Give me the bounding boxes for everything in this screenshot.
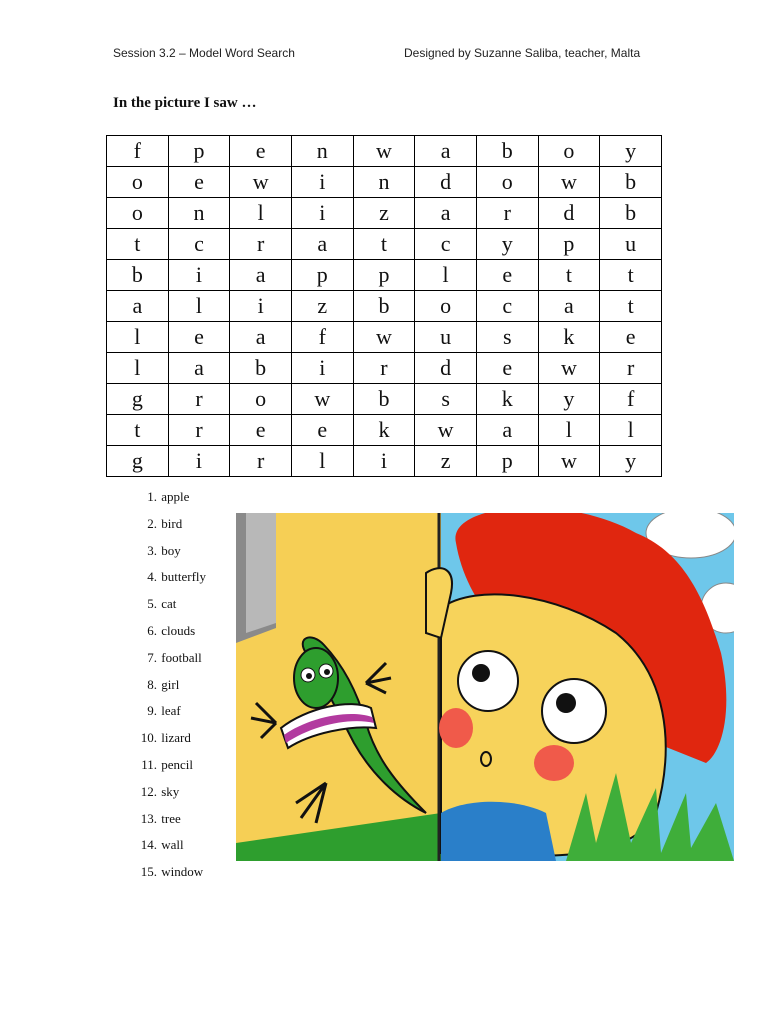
grid-cell: t	[600, 291, 662, 322]
word-list-item	[113, 755, 206, 782]
grid-cell: r	[476, 198, 538, 229]
grid-cell: g	[107, 446, 169, 477]
grid-cell: c	[168, 229, 230, 260]
word-list-item	[113, 648, 206, 675]
grid-row	[107, 198, 662, 229]
word-label: leaf	[161, 703, 181, 719]
grid-row	[107, 446, 662, 477]
grid-cell: l	[107, 322, 169, 353]
grid-cell: i	[291, 353, 353, 384]
word-list-item	[113, 594, 206, 621]
grid-cell: z	[291, 291, 353, 322]
word-label: clouds	[161, 622, 196, 638]
grid-row	[107, 415, 662, 446]
grid-cell: d	[415, 353, 477, 384]
grid-cell: r	[230, 446, 292, 477]
word-list-item	[113, 728, 206, 755]
grid-row	[107, 260, 662, 291]
girl-eye	[458, 651, 518, 711]
grid-cell: r	[353, 353, 415, 384]
grid-cell: e	[291, 415, 353, 446]
grid-cell: i	[291, 167, 353, 198]
grid-cell: r	[600, 353, 662, 384]
grid-cell: i	[168, 260, 230, 291]
grid-cell: a	[230, 260, 292, 291]
grid-cell: w	[353, 322, 415, 353]
grid-cell: o	[107, 167, 169, 198]
grid-cell: g	[107, 384, 169, 415]
word-label: cat	[161, 596, 177, 612]
grid-cell: b	[476, 136, 538, 167]
grid-cell: y	[600, 136, 662, 167]
grid-row	[107, 353, 662, 384]
grid-cell: e	[168, 322, 230, 353]
grid-cell: n	[353, 167, 415, 198]
grid-cell: o	[476, 167, 538, 198]
grid-cell: l	[168, 291, 230, 322]
word-number: 3.	[147, 542, 157, 558]
grid-cell: w	[353, 136, 415, 167]
word-label: lizard	[161, 730, 191, 746]
grid-row	[107, 384, 662, 415]
grid-cell: b	[600, 167, 662, 198]
grid-cell: i	[353, 446, 415, 477]
grid-cell: y	[600, 446, 662, 477]
word-label: sky	[161, 783, 180, 799]
grid-cell: l	[291, 446, 353, 477]
grid-cell: e	[230, 415, 292, 446]
grid-cell: w	[538, 167, 600, 198]
grid-cell: w	[538, 353, 600, 384]
grid-cell: l	[230, 198, 292, 229]
word-number: 7.	[147, 649, 157, 665]
word-list-item	[113, 487, 206, 514]
grid-cell: s	[415, 384, 477, 415]
grid-cell: z	[415, 446, 477, 477]
grid-cell: l	[107, 353, 169, 384]
grid-cell: a	[230, 322, 292, 353]
grid-cell: c	[415, 229, 477, 260]
grid-cell: n	[291, 136, 353, 167]
word-number: 10.	[140, 730, 157, 746]
grid-cell: a	[291, 229, 353, 260]
word-label: boy	[161, 542, 181, 558]
grid-cell: a	[168, 353, 230, 384]
grid-cell: a	[107, 291, 169, 322]
word-label: tree	[161, 810, 181, 826]
grid-cell: c	[476, 291, 538, 322]
grid-cell: k	[353, 415, 415, 446]
grid-cell: e	[168, 167, 230, 198]
grid-cell: f	[107, 136, 169, 167]
grid-cell: t	[353, 229, 415, 260]
grid-cell: o	[230, 384, 292, 415]
word-number: 5.	[147, 596, 157, 612]
grid-cell: e	[230, 136, 292, 167]
word-number: 1.	[147, 489, 157, 504]
word-list-item	[113, 701, 206, 728]
grid-cell: t	[107, 229, 169, 260]
illustration-svg	[236, 513, 734, 861]
grid-cell: b	[353, 291, 415, 322]
grid-cell: y	[476, 229, 538, 260]
word-list-item	[113, 514, 206, 541]
grid-cell: e	[476, 260, 538, 291]
grid-cell: b	[353, 384, 415, 415]
grid-cell: i	[168, 446, 230, 477]
grid-cell: t	[107, 415, 169, 446]
grid-row	[107, 229, 662, 260]
word-list-item	[113, 621, 206, 648]
word-number: 14.	[140, 837, 157, 853]
grid-cell: b	[600, 198, 662, 229]
word-label: apple	[161, 489, 190, 504]
grid-cell: n	[168, 198, 230, 229]
grid-cell: s	[476, 322, 538, 353]
grid-cell: t	[538, 260, 600, 291]
grid-cell: b	[107, 260, 169, 291]
word-search-grid	[106, 135, 662, 477]
grid-row	[107, 167, 662, 198]
grid-cell: o	[107, 198, 169, 229]
grid-cell: p	[168, 136, 230, 167]
word-label: pencil	[161, 756, 194, 772]
grid-cell: d	[415, 167, 477, 198]
grid-cell: d	[538, 198, 600, 229]
word-list-item	[113, 675, 206, 702]
word-number: 12.	[140, 783, 157, 799]
page-header	[113, 46, 658, 62]
word-number: 6.	[147, 622, 157, 638]
session-label: Session 3.2 – Model Word Search	[113, 46, 295, 60]
grid-cell: r	[168, 384, 230, 415]
grid-cell: z	[353, 198, 415, 229]
word-number: 11.	[141, 756, 157, 772]
grid-cell: w	[415, 415, 477, 446]
grid-cell: a	[415, 136, 477, 167]
word-list-item	[113, 809, 206, 836]
word-list-item	[113, 567, 206, 594]
word-number: 2.	[147, 515, 157, 531]
word-label: butterfly	[161, 569, 207, 585]
grid-cell: r	[230, 229, 292, 260]
word-label: football	[161, 649, 202, 665]
grid-cell: e	[600, 322, 662, 353]
grid-cell: a	[538, 291, 600, 322]
grid-cell: w	[230, 167, 292, 198]
word-label: bird	[161, 515, 183, 531]
grid-cell: l	[600, 415, 662, 446]
grid-cell: k	[476, 384, 538, 415]
girl-eye	[542, 679, 606, 743]
word-label: girl	[161, 676, 180, 692]
grid-cell: p	[538, 229, 600, 260]
grid-row	[107, 136, 662, 167]
word-number: 8.	[147, 676, 157, 692]
author-credit: Designed by Suzanne Saliba, teacher, Malta	[404, 46, 641, 60]
grid-row	[107, 291, 662, 322]
grid-cell: y	[538, 384, 600, 415]
grid-cell: w	[291, 384, 353, 415]
grid-cell: w	[538, 446, 600, 477]
grid-cell: e	[476, 353, 538, 384]
page-title: In the picture I saw …	[113, 95, 257, 111]
word-list-item	[113, 835, 206, 862]
word-list-item	[113, 862, 206, 889]
grid-cell: p	[353, 260, 415, 291]
grid-cell: o	[415, 291, 477, 322]
girl-shirt	[441, 802, 556, 861]
grid-cell: a	[415, 198, 477, 229]
grid-cell: i	[291, 198, 353, 229]
word-number: 13.	[140, 810, 157, 826]
grid-cell: l	[415, 260, 477, 291]
grid-cell: b	[230, 353, 292, 384]
grid-cell: k	[538, 322, 600, 353]
grid-cell: f	[291, 322, 353, 353]
word-label: wall	[161, 837, 184, 853]
grid-cell: f	[600, 384, 662, 415]
grid-cell: u	[415, 322, 477, 353]
grid-cell: p	[476, 446, 538, 477]
grid-cell: t	[600, 260, 662, 291]
word-number: 4.	[147, 569, 157, 585]
word-label: window	[161, 864, 204, 880]
grid-cell: u	[600, 229, 662, 260]
word-number: 15.	[140, 864, 157, 880]
word-number: 9.	[147, 703, 157, 719]
grid-cell: p	[291, 260, 353, 291]
word-list-item	[113, 541, 206, 568]
illustration	[236, 513, 734, 861]
grid-cell: a	[476, 415, 538, 446]
grid-cell: r	[168, 415, 230, 446]
grid-cell: i	[230, 291, 292, 322]
word-list-item	[113, 782, 206, 809]
word-list	[113, 487, 206, 889]
grid-cell: l	[538, 415, 600, 446]
grid-row	[107, 322, 662, 353]
grid-cell: o	[538, 136, 600, 167]
